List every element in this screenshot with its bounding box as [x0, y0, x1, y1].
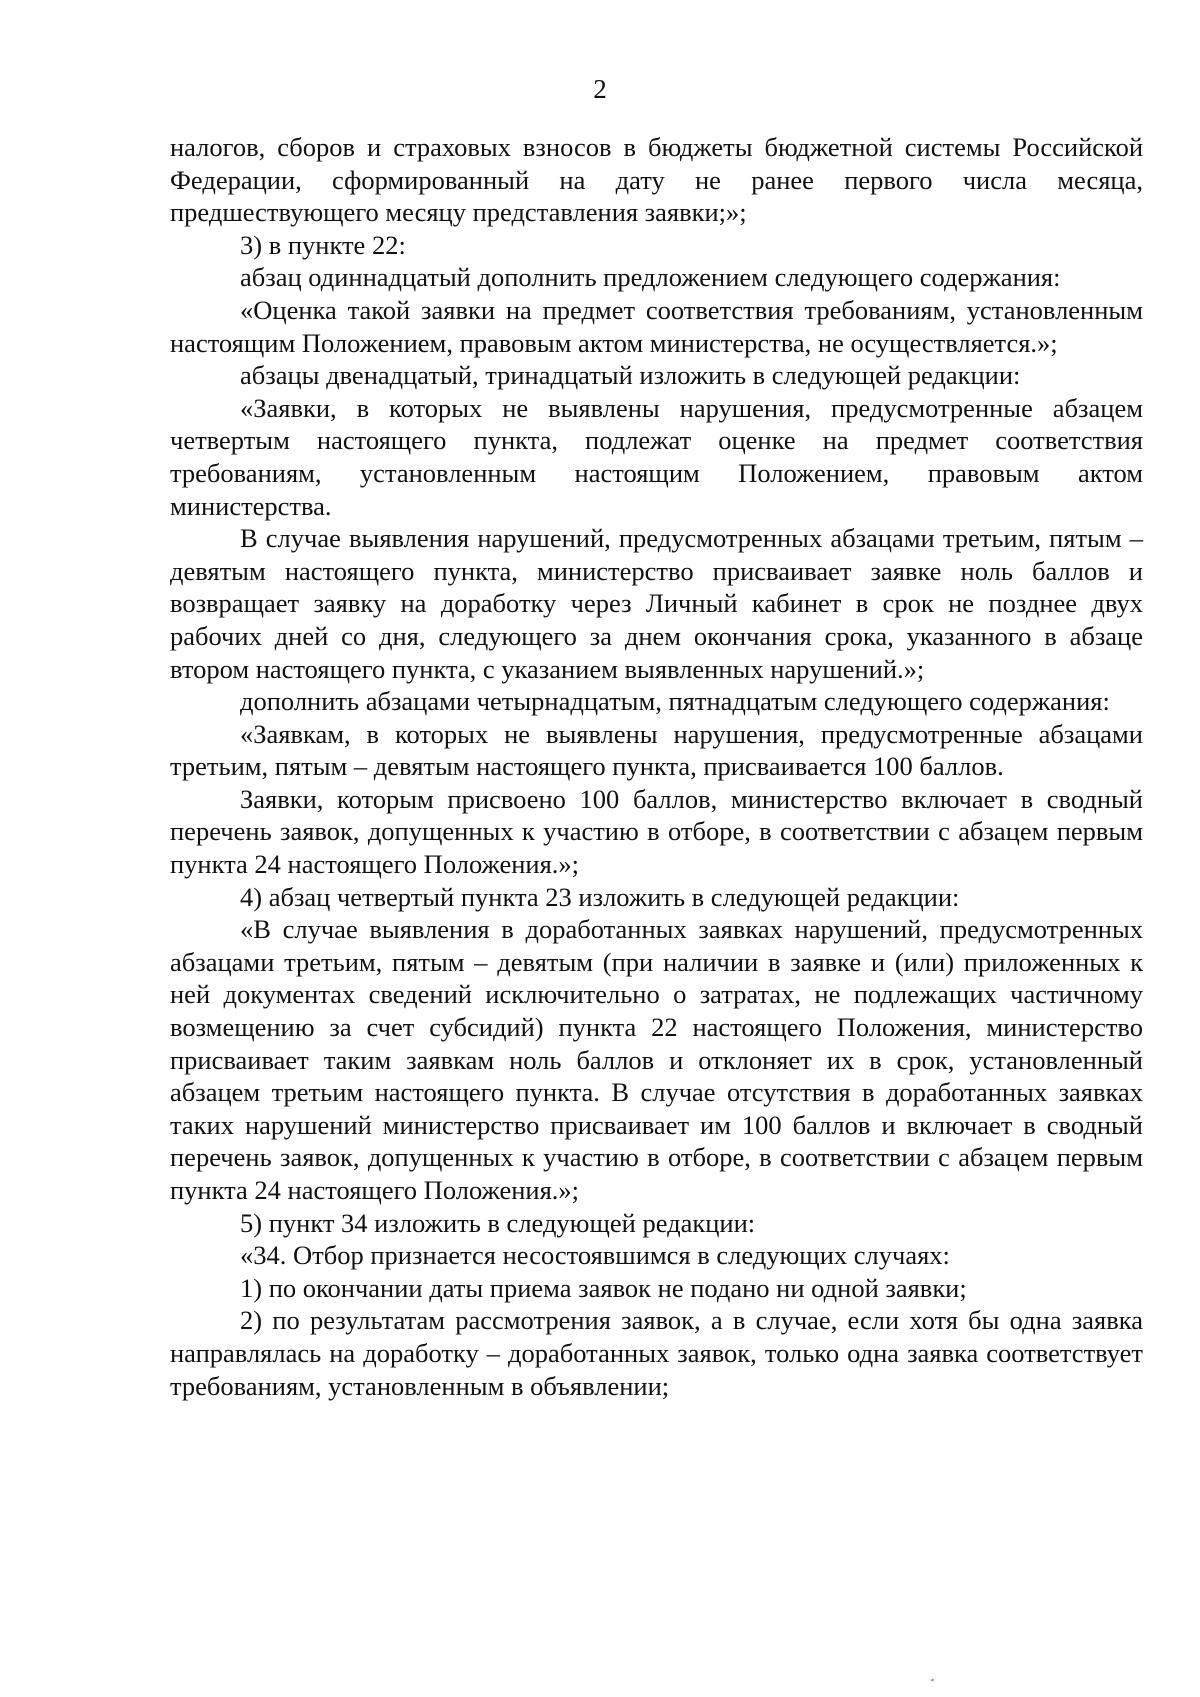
- paragraph-11: 4) абзац четвертый пункта 23 изложить в следующей редакции:: [240, 881, 960, 912]
- paragraph-10: Заявки, которым присвоено 100 баллов, министерство включает в сводный перечень заявок, допущенных к участию в отборе, в соответствии с абзацем первым пункта 24 настоящего Положения.»;: [170, 783, 1143, 880]
- paragraph-7: В случае выявления нарушений, предусмотренных абзацами третьим, пятым – девятым настоящего пункта, министерство присваивает заявке ноль баллов и возвращает заявку на доработку через Личный кабинет в срок не позднее двух рабочих дней со дня, следующего за днем окончания срока, указанного в абзаце втором настоящего пункта, с указанием выявленных нарушений.»;: [170, 523, 1143, 684]
- paragraph-8: дополнить абзацами четырнадцатым, пятнадцатым следующего содержания:: [240, 686, 1110, 717]
- document-body: [170, 131, 1143, 1402]
- paragraph-13: 5) пункт 34 изложить в следующей редакции:: [240, 1207, 756, 1238]
- paragraph-9: «Заявкам, в которых не выявлены нарушения, предусмотренные абзацами третьим, пятым – девятым настоящего пункта, присваивается 100 баллов.: [170, 718, 1143, 782]
- page-number: 2: [593, 74, 607, 104]
- scan-speck: [931, 1678, 935, 1681]
- paragraph-12: «В случае выявления в доработанных заявках нарушений, предусмотренных абзацами третьим, пятым – девятым (при наличии в заявке и (или) приложенных к ней документах сведений исключительно о затратах, не подлежащих частичному возмещению за счет субсидий) пункта 22 настоящего Положения, министерство присваивает таким заявкам ноль баллов и отклоняет их в срок, установленный абзацем третьим настоящего пункта. В случае отсутствия в доработанных заявках таких нарушений министерство присваивает им 100 баллов и включает в сводный перечень заявок, допущенных к участию в отборе, в соответствии с абзацем первым пункта 24 настоящего Положения.»;: [170, 914, 1143, 1205]
- paragraph-1: налогов, сборов и страховых взносов в бюджеты бюджетной системы Российской Федерации, сформированный на дату не ранее первого числа месяца, предшествующего месяцу представления заявки;»;: [170, 132, 1143, 228]
- paragraph-6: «Заявки, в которых не выявлены нарушения, предусмотренные абзацем четвертым настоящего пункта, подлежат оценке на предмет соответствия требованиям, установленным настоящим Положением, правовым актом министерства.: [170, 392, 1143, 521]
- paragraph-4: «Оценка такой заявки на предмет соответствия требованиям, установленным настоящим Положением, правовым актом министерства, не осуществляется.»;: [170, 294, 1143, 358]
- paragraph-5: абзацы двенадцатый, тринадцатый изложить в следующей редакции:: [240, 360, 1021, 391]
- paragraph-16: 2) по результатам рассмотрения заявок, а в случае, если хотя бы одна заявка направлялась на доработку – доработанных заявок, только одна заявка соответствует требованиям, установленным в объявлении;: [170, 1305, 1143, 1401]
- paragraph-2: 3) в пункте 22:: [240, 229, 406, 260]
- paragraph-14: «34. Отбор признается несостоявшимся в следующих случаях:: [240, 1240, 950, 1271]
- paragraph-15: 1) по окончании даты приема заявок не подано ни одной заявки;: [240, 1272, 967, 1303]
- paragraph-3: абзац одиннадцатый дополнить предложением следующего содержания:: [240, 262, 1061, 293]
